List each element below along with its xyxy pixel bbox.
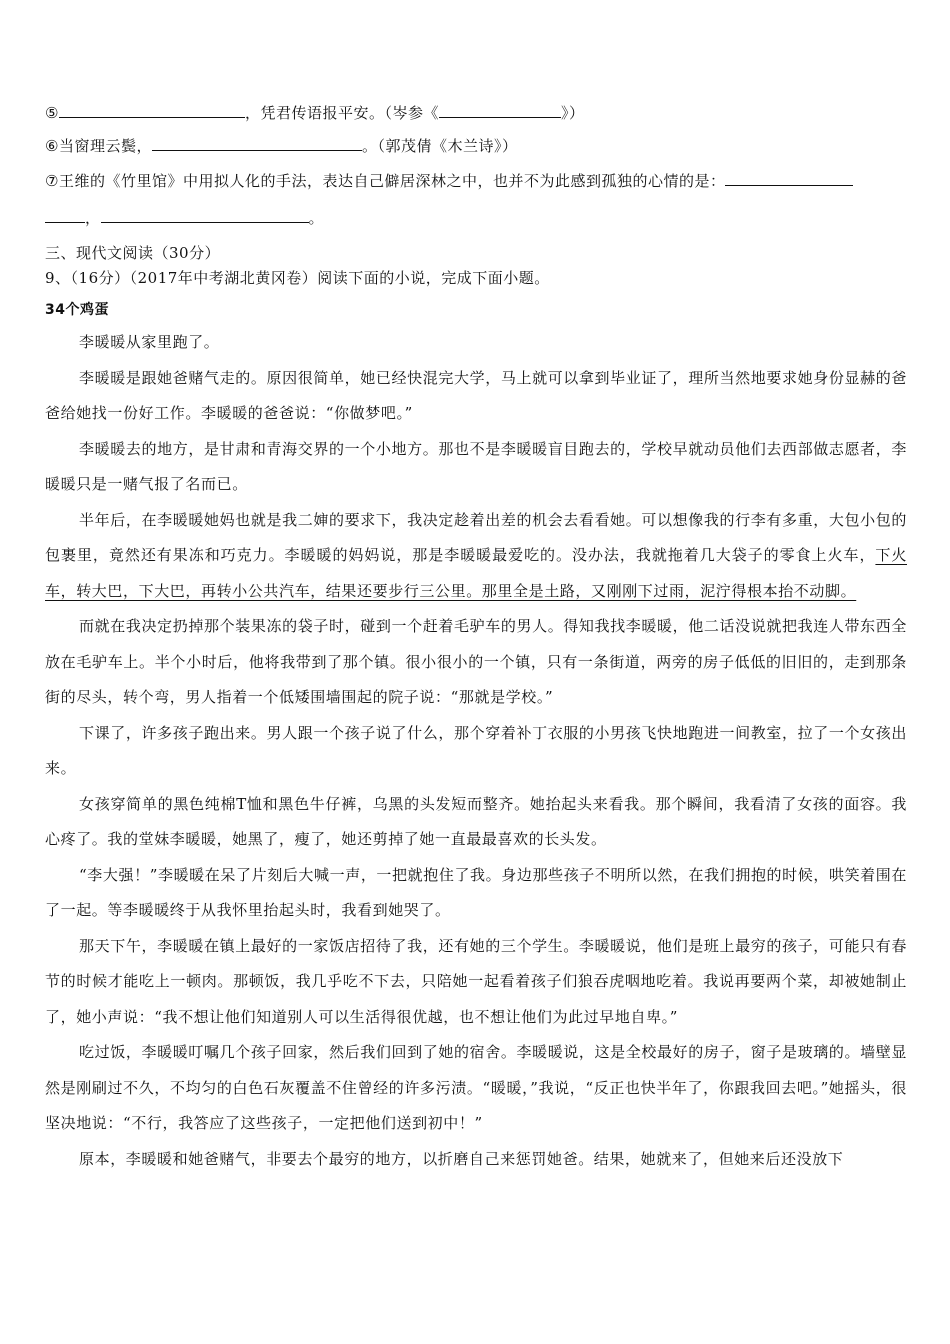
item-number: ⑤ <box>45 104 59 122</box>
answer-blank[interactable] <box>152 136 362 151</box>
item-text: 。 <box>308 209 325 227</box>
paragraph: 原本，李暖暖和她爸赌气，非要去个最穷的地方，以折磨自己来惩罚她爸。结果，她就来了，但她来后还没放下 <box>79 1149 844 1168</box>
fill-in-item-7-cont <box>45 208 324 228</box>
item-text: 王维的《竹里馆》中用拟人化的手法，表达自己僻居深林之中，也并不为此感到孤独的心情的是： <box>58 172 726 190</box>
story-body <box>45 325 907 1177</box>
paragraph: 李暖暖去的地方，是甘肃和青海交界的一个小地方。那也不是李暖暖盲目跑去的，学校早就动员他们去西部做志愿者，李暖暖只是一赌气报了名而已。 <box>45 439 907 493</box>
paragraph: 吃过饭，李暖暖叮嘱几个孩子回家，然后我们回到了她的宿舍。李暖暖说，这是全校最好的房子，窗子是玻璃的。墙壁显然是刚刷过不久，不均匀的白色石灰覆盖不住曾经的许多污渍。“暖暖，”我说，“反正也快半年了，你跟我回去吧。”她摇头，很坚决地说：“不行，我答应了这些孩子，一定把他们送到初中！” <box>45 1043 907 1132</box>
answer-blank[interactable] <box>725 171 853 186</box>
paragraph: 女孩穿简单的黑色纯棉T恤和黑色牛仔裤，乌黑的头发短而整齐。她抬起头来看我。那个瞬间，我看清了女孩的面容。我心疼了。我的堂妹李暖暖，她黑了，瘦了，她还剪掉了她一直最最喜欢的长头发。 <box>45 794 907 848</box>
question-intro: 9、（16分）（2017年中考湖北黄冈卷）阅读下面的小说，完成下面小题。 <box>45 269 550 287</box>
fill-in-item-6 <box>45 136 517 156</box>
section-heading: 三、现代文阅读（30分） <box>45 244 221 262</box>
answer-blank[interactable] <box>439 103 561 118</box>
paragraph: 李暖暖从家里跑了。 <box>79 333 220 351</box>
answer-blank[interactable] <box>45 208 85 223</box>
paragraph: “李大强！”李暖暖在呆了片刻后大喊一声，一把就抱住了我。身边那些孩子不明所以然，在我们拥抱的时候，哄笑着围在了一起。等李暖暖终于从我怀里抬起头时，我看到她哭了。 <box>45 865 907 919</box>
item-number: ⑥ <box>45 137 59 155</box>
item-text: ，凭君传语报平安。（岑参《 <box>244 104 439 122</box>
item-number: ⑦ <box>45 172 59 190</box>
answer-blank[interactable] <box>101 208 309 223</box>
underlined-passage: 下火车，转大巴，下大巴，再转小公共汽车，结果还要步行三公里。那里全是土路，又刚刚下过雨，泥泞得根本抬不动脚。 <box>45 546 907 600</box>
paragraph: 那天下午，李暖暖在镇上最好的一家饭店招待了我，还有她的三个学生。李暖暖说，他们是班上最穷的孩子，可能只有春节的时候才能吃上一顿肉。那顿饭，我几乎吃不下去，只陪她一起看着孩子们狼吞虎咽地吃着。我说再要两个菜，却被她制止了，她小声说：“我不想让他们知道别人可以生活得很优越，也不想让他们为此过早地自卑。” <box>45 936 907 1026</box>
paragraph: 而就在我决定扔掉那个装果冻的袋子时，碰到一个赶着毛驴车的男人。得知我找李暖暖，他二话没说就把我连人带东西全放在毛驴车上。半个小时后，他将我带到了那个镇。很小很小的一个镇，只有一条街道，两旁的房子低低的旧旧的，走到那条街的尽头，转个弯，男人指着一个低矮围墙围起的院子说：“那就是学校。” <box>45 617 907 706</box>
fill-in-item-7 <box>45 171 853 191</box>
item-text: 当窗理云鬓， <box>58 137 152 155</box>
item-text: 》） <box>560 104 585 122</box>
answer-blank[interactable] <box>59 103 245 118</box>
paragraph <box>45 503 907 610</box>
paragraph: 李暖暖是跟她爸赌气走的。原因很简单，她已经快混完大学，马上就可以拿到毕业证了，理所当然地要求她身份显赫的爸爸给她找一份好工作。李暖暖的爸爸说：“你做梦吧。” <box>45 368 907 422</box>
item-text: 。（郭茂倩《木兰诗》） <box>361 137 518 155</box>
item-text: ， <box>85 209 101 227</box>
paragraph-text: 半年后，在李暖暖她妈也就是我二婶的要求下，我决定趁着出差的机会去看看她。可以想像我的行李有多重，大包小包的包裹里，竟然还有果冻和巧克力。李暖暖的妈妈说，那是李暖暖最爱吃的。没办法，我就拖着几大袋子的零食上火车， <box>45 510 907 564</box>
paragraph: 下课了，许多孩子跑出来。男人跟一个孩子说了什么，那个穿着补丁衣服的小男孩飞快地跑进一间教室，拉了一个女孩出来。 <box>45 723 907 777</box>
fill-in-item-5 <box>45 103 584 123</box>
story-title: 34个鸡蛋 <box>45 302 109 318</box>
